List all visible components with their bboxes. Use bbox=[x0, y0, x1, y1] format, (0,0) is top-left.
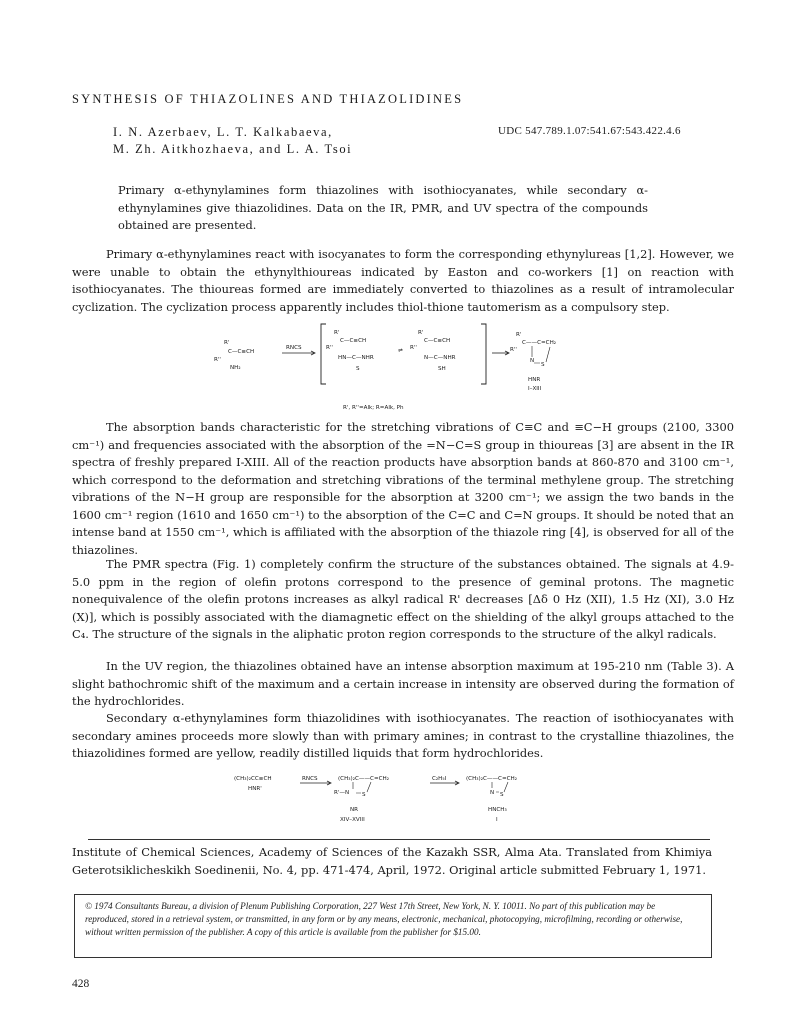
scheme1-product-number: I–XIII bbox=[528, 386, 542, 392]
scheme1-start-left: R'' bbox=[214, 357, 221, 363]
reaction-scheme-1 bbox=[210, 320, 590, 414]
paragraph-1: Primary α-ethynylamines react with isocyanates to form the corresponding ethynylureas [1,2]. However, we were unable to obtain the ethynylthioureas indicated by Easton and co-workers [1] on reaction with isothiocyanates. The thioureas formed are immediately converted to thiazolines as a result of intramolecular cyclization. The cyclization process apparently includes thiol-thione tautomerism as a compulsory step. bbox=[72, 247, 734, 314]
reaction-scheme-2 bbox=[234, 768, 574, 830]
copyright-text: © 1974 Consultants Bureau, a division of Plenum Publishing Corporation, 227 West 17th Street, New York, N. Y. 10011. No part of this publication may be reproduced, stored in a retrieval system, or transmitted, in any form or by any means, electronic, mechanical, photocopying, microfilming, recording or otherwise, without written permission of the publisher. A copy of this article is available from the publisher for $15.00. bbox=[85, 901, 683, 937]
scheme1-start-bottom: NH₂ bbox=[230, 365, 241, 371]
scheme1-right-bracket bbox=[481, 324, 486, 384]
scheme1-i1-top: R' bbox=[334, 330, 340, 336]
scheme2-product-s: S bbox=[500, 792, 504, 798]
scheme1-start-chain: C—C≡CH bbox=[228, 349, 255, 355]
scheme1-start-top: R' bbox=[224, 340, 230, 346]
scheme1-left-bracket bbox=[321, 324, 326, 384]
affiliation-block bbox=[72, 844, 712, 879]
scheme1-reagent: RNCS bbox=[286, 345, 302, 351]
paragraph-4: In the UV region, the thiazolines obtained have an intense absorption maximum at 195-210 nm (Table 3). A slight bathochromic shift of the maximum and a certain increase in intensity are observed during the formation of the hydrochlorides. bbox=[72, 659, 734, 708]
scheme1-equilibrium: ⇌ bbox=[398, 348, 403, 354]
authors-line-1: I. N. Azerbaev, L. T. Kalkabaeva, bbox=[113, 125, 333, 139]
scheme1-i1-bottom: S bbox=[356, 366, 360, 372]
scheme1-i1-left: R'' bbox=[326, 345, 333, 351]
scheme2-intermediate-n: R'—N bbox=[334, 790, 350, 796]
scheme2-intermediate-sub: NR bbox=[350, 807, 359, 813]
scheme1-i2-bottom: SH bbox=[438, 366, 446, 372]
scheme2-intermediate-number: XIV–XVIII bbox=[340, 817, 365, 823]
scheme2-intermediate: (CH₃)₂C——C=CH₂ bbox=[338, 776, 390, 782]
scheme1-i2-mid: N—C—NHR bbox=[424, 355, 456, 361]
scheme2-reagent-1: RNCS bbox=[302, 776, 318, 782]
scheme2-product: (CH₃)₂C——C=CH₂ bbox=[466, 776, 518, 782]
scheme1-product-s: S bbox=[541, 362, 545, 368]
scheme1-i2-top: R' bbox=[418, 330, 424, 336]
copyright-box bbox=[74, 894, 712, 958]
scheme1-legend: R', R''=Alk; R=Alk, Ph bbox=[343, 405, 404, 411]
scheme2-reagent-2: C₂H₅I bbox=[432, 776, 447, 782]
scheme2-product-number: I bbox=[496, 817, 498, 823]
page-number: 428 bbox=[72, 978, 90, 990]
article-title: SYNTHESIS OF THIAZOLINES AND THIAZOLIDINES bbox=[72, 92, 464, 106]
scheme1-product-left: R'' bbox=[510, 347, 517, 353]
scheme1-i2-left: R'' bbox=[410, 345, 417, 351]
paragraph-2: The absorption bands characteristic for the stretching vibrations of C≡C and ≡C−H groups (2100, 3300 cm⁻¹) and frequencies associated with the absorption of the =N−C=S group in thioureas [3] are absent in the IR spectra of freshly prepared I-XIII. All of the reaction products have absorption bands at 860-870 and 3100 cm⁻¹, which correspond to the deformation and stretching vibrations of the terminal methylene group. The stretching vibrations of the N−H group are responsible for the absorption at 3200 cm⁻¹; we assign the two bands in the 1600 cm⁻¹ region (1610 and 1650 cm⁻¹) to the absorption of the C=C and C=N groups. It should be noted that an intense band at 1550 cm⁻¹, which is affiliated with the absorption of the thiazole ring [4], is observed for all of the thiazolines. bbox=[72, 420, 734, 557]
abstract: Primary α-ethynylamines form thiazolines with isothiocyanates, while secondary α-ethynylamines give thiazolidines. Data on the IR, PMR, and UV spectra of the compounds obtained are presented. bbox=[118, 183, 648, 232]
paragraph-3: The PMR spectra (Fig. 1) completely confirm the structure of the substances obtained. The signals at 4.9-5.0 ppm in the region of olefin protons correspond to the presence of geminal protons. The magnetic nonequivalence of the olefin protons increases as alkyl radical R' decreases [Δδ 0 Hz (XII), 1.5 Hz (XI), 3.0 Hz (X)], which is possibly associated with the diamagnetic effect on the shielding of the alkyl groups attached to the C₄. The structure of the signals in the aliphatic proton region corresponds to the structure of the alkyl radicals. bbox=[72, 557, 734, 641]
footnote-rule bbox=[88, 839, 710, 840]
scheme1-i2-chain: C—C≡CH bbox=[424, 338, 451, 344]
scheme2-start-sub: HNR' bbox=[248, 786, 262, 792]
scheme1-product-n: N bbox=[530, 358, 535, 364]
scheme1-i1-chain: C—C≡CH bbox=[340, 338, 367, 344]
scheme2-product-sub: HNCH₃ bbox=[488, 807, 507, 813]
paragraph-5: Secondary α-ethynylamines form thiazolidines with isothiocyanates. The reaction of isothiocyanates with secondary amines proceeds more slowly than with primary amines; in contrast to the crystalline thiazolines, the thiazolidines formed are yellow, readily distilled liquids that form hydrochlorides. bbox=[72, 711, 734, 760]
scheme2-start: (CH₃)₂CC≡CH bbox=[234, 776, 272, 782]
scheme1-product-top: R' bbox=[516, 332, 522, 338]
authors-line-2: M. Zh. Aitkhozhaeva, and L. A. Tsoi bbox=[113, 142, 353, 156]
affiliation-text: Institute of Chemical Sciences, Academy of Sciences of the Kazakh SSR, Alma Ata. Translated from Khimiya Geterotsiklicheskikh Soedinenii, No. 4, pp. 471-474, April, 1972. Original article submitted February 1, 1971. bbox=[72, 845, 712, 877]
scheme1-product-sub: HNR bbox=[528, 377, 541, 383]
scheme2-intermediate-s: S bbox=[362, 792, 366, 798]
scheme1-i1-mid: HN—C—NHR bbox=[338, 355, 374, 361]
scheme1-product-chain: C——C=CH₂ bbox=[522, 340, 557, 346]
udc-code: UDC 547.789.1.07:541.67:543.422.4.6 bbox=[498, 125, 681, 137]
scheme2-product-n: N bbox=[490, 790, 495, 796]
